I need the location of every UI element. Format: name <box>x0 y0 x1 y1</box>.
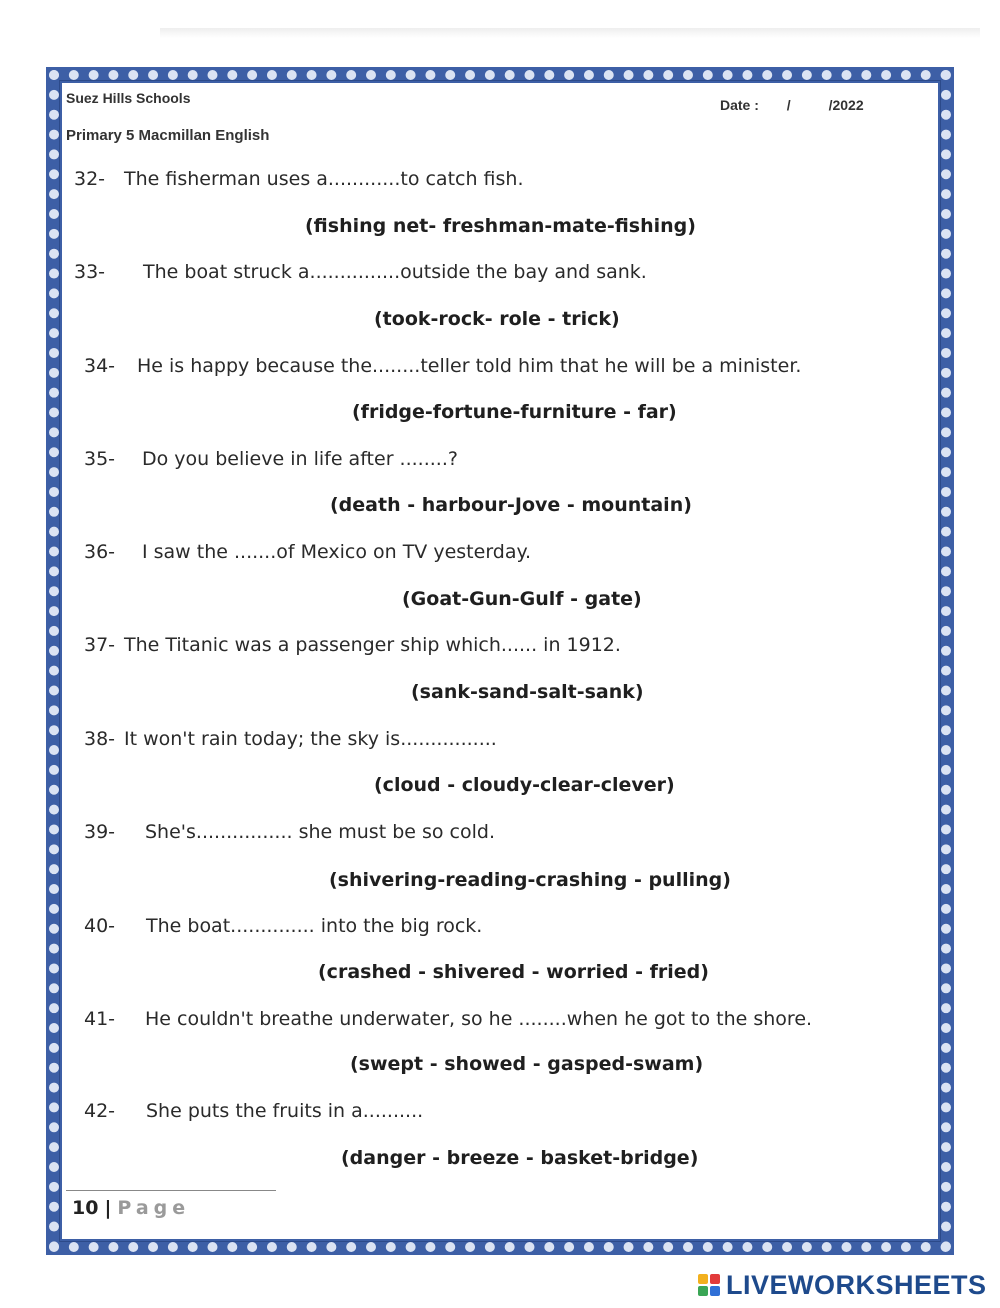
liveworksheets-logo-icon <box>698 1274 720 1296</box>
question-number: 39- <box>84 821 116 843</box>
question-text: She's................ she must be so cold. <box>145 821 495 843</box>
question-35 <box>84 448 458 470</box>
question-text: Do you believe in life after ........? <box>142 448 458 470</box>
question-text: He couldn't breathe underwater, so he ........when he got to the shore. <box>145 1008 813 1030</box>
options-42: (danger - breeze - basket-bridge) <box>341 1147 699 1169</box>
question-text: I saw the .......of Mexico on TV yesterday. <box>142 541 532 563</box>
options-32: (fishing net- freshman-mate-fishing) <box>305 215 696 237</box>
question-41 <box>84 1008 812 1030</box>
course-title: Primary 5 Macmillan English <box>66 127 270 144</box>
question-text: The boat struck a...............outside the bay and sank. <box>143 261 647 283</box>
question-number: 32- <box>74 168 106 190</box>
question-42 <box>84 1100 423 1122</box>
question-33 <box>74 261 647 283</box>
options-37: (sank-sand-salt-sank) <box>411 681 644 703</box>
question-text: The Titanic was a passenger ship which...... in 1912. <box>124 634 621 656</box>
date-year: /2022 <box>828 97 864 113</box>
question-text: It won't rain today; the sky is................ <box>124 728 497 750</box>
question-32 <box>74 168 524 190</box>
options-34: (fridge-fortune-furniture - far) <box>352 401 677 423</box>
question-38 <box>84 728 497 750</box>
decorative-page-border <box>46 67 954 1255</box>
date-slash: / <box>786 97 791 113</box>
options-38: (cloud - cloudy-clear-clever) <box>374 774 675 796</box>
question-number: 34- <box>84 355 116 377</box>
question-36 <box>84 541 531 563</box>
page-label: Page <box>117 1197 191 1219</box>
question-number: 35- <box>84 448 116 470</box>
page-separator: | <box>104 1197 112 1219</box>
question-text: The fisherman uses a............to catch fish. <box>124 168 524 190</box>
options-40: (crashed - shivered - worried - fried) <box>318 961 709 983</box>
date-field <box>720 97 864 113</box>
question-40 <box>84 915 482 937</box>
question-text: He is happy because the........teller told him that he will be a minister. <box>137 355 802 377</box>
options-36: (Goat-Gun-Gulf - gate) <box>402 588 642 610</box>
page-footer <box>72 1197 190 1219</box>
question-number: 42- <box>84 1100 116 1122</box>
question-text: She puts the fruits in a.......... <box>146 1100 424 1122</box>
question-text: The boat.............. into the big rock. <box>146 915 483 937</box>
options-39: (shivering-reading-crashing - pulling) <box>329 869 731 891</box>
school-name: Suez Hills Schools <box>66 90 191 106</box>
question-number: 41- <box>84 1008 116 1030</box>
logo-text: LIVEWORKSHEETS <box>726 1269 987 1300</box>
options-35: (death - harbour-Jove - mountain) <box>330 494 692 516</box>
question-number: 40- <box>84 915 116 937</box>
options-41: (swept - showed - gasped-swam) <box>350 1053 704 1075</box>
footer-divider <box>66 1190 276 1191</box>
question-39 <box>84 821 495 843</box>
question-34 <box>84 355 801 377</box>
liveworksheets-logo[interactable] <box>698 1270 987 1300</box>
options-33: (took-rock- role - trick) <box>374 308 620 330</box>
date-label: Date : <box>720 97 759 113</box>
page-number: 10 <box>72 1197 99 1219</box>
scan-shadow <box>160 28 980 38</box>
question-number: 36- <box>84 541 116 563</box>
question-number: 33- <box>74 261 106 283</box>
question-37 <box>84 634 621 656</box>
question-number: 37- <box>84 634 116 656</box>
question-number: 38- <box>84 728 116 750</box>
